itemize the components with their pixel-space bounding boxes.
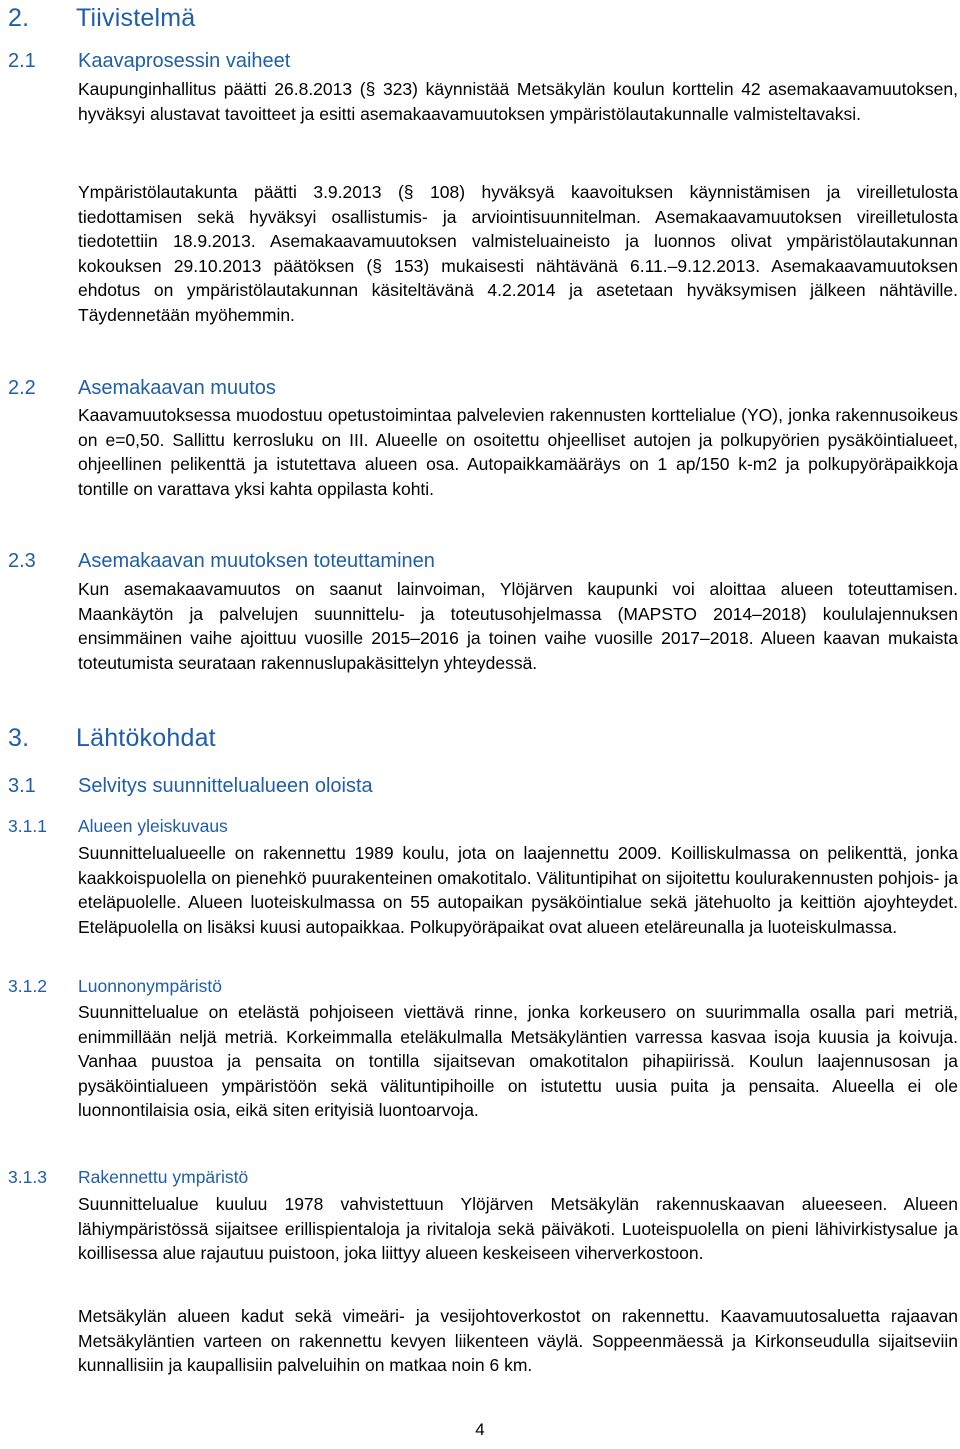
paragraph-3-1-3-a: Suunnittelualue kuuluu 1978 vahvistettuun Ylöjärven Metsäkylän rakennuskaavan alueeseen. Alueen lähiympäristössä sijaitsee erillispientaloja ja rivitaloja sekä päiväkoti. Luoteispuolella on pieni lähivirkistysalue ja koillisessa alue rajautuu puistoon, joka liittyy alueen keskeiseen viherverkostoon. bbox=[78, 1194, 958, 1263]
heading-title: Kaavaprosessin vaiheet bbox=[78, 50, 291, 72]
heading-section-3 bbox=[8, 724, 216, 753]
heading-number: 3. bbox=[8, 724, 30, 752]
heading-number: 3.1.3 bbox=[8, 1167, 47, 1187]
heading-title: Lähtökohdat bbox=[76, 724, 216, 752]
heading-number: 2.3 bbox=[8, 550, 36, 572]
heading-number: 2.2 bbox=[8, 377, 36, 399]
heading-section-3-1-3 bbox=[8, 1167, 248, 1188]
heading-title: Rakennettu ympäristö bbox=[78, 1167, 249, 1187]
paragraph-2-2: Kaavamuutoksessa muodostuu opetustoimintaa palvelevien rakennusten korttelialue (YO), jonka rakennusoikeus on e=0,50. Sallittu kerrosluku on III. Alueelle on osoitettu ohjeelliset autojen ja polkupyörien pysäköintialueet, ohjeellinen pelikenttä ja istutettava alueen osa. Autopaikkamääräys on 1 ap/150 k-m2 ja polkupyöräpaikkoja tontille on varattava yksi kahta oppilasta kohti. bbox=[78, 405, 958, 499]
heading-section-2-1 bbox=[8, 50, 290, 73]
heading-number: 2. bbox=[8, 4, 30, 32]
heading-section-3-1 bbox=[8, 775, 373, 798]
paragraph-3-1-2: Suunnittelualue on etelästä pohjoiseen viettävä rinne, jonka korkeusero on suurimmalla osalla pari metriä, enimmillään neljä metriä. Korkeimmalla eteläkulmalla Metsäkyläntien varressa kasvaa isoja kuusia ja koivuja. Vanhaa puustoa ja pensaita on tontilla sijaitsevan omakotitalon pihapiirissä. Koulun laajennusosan ja pysäköintialueen ympäristöön sekä välituntipihoille on istutettu uusia puita ja pensaita. Alueella ei ole luonnontilaisia osia, eikä siten erityisiä luontoarvoja. bbox=[78, 1002, 958, 1120]
heading-number: 3.1 bbox=[8, 775, 36, 797]
heading-section-2-2 bbox=[8, 377, 276, 400]
heading-title: Selvitys suunnittelualueen oloista bbox=[78, 775, 373, 797]
heading-section-3-1-2 bbox=[8, 976, 222, 997]
heading-title: Alueen yleiskuvaus bbox=[78, 816, 228, 836]
heading-section-2-3 bbox=[8, 550, 435, 573]
paragraph-3-1-3-b: Metsäkylän alueen kadut sekä vimeäri- ja vesijohtoverkostot on rakennettu. Kaavamuutosaluetta rajaavan Metsäkyläntien varteen on rakennettu kevyen liikenteen väylä. Soppeenmäessä ja Kirkonseudulla sijaitseviin kunnallisiin ja kaupallisiin palveluihin on matkaa noin 6 km. bbox=[78, 1306, 958, 1375]
heading-title: Tiivistelmä bbox=[76, 4, 196, 32]
heading-title: Luonnonympäristö bbox=[78, 976, 222, 996]
paragraph-2-1-a: Kaupunginhallitus päätti 26.8.2013 (§ 323) käynnistää Metsäkylän koulun korttelin 42 asemakaavamuutoksen, hyväksyi alustavat tavoitteet ja esitti asemakaavamuutoksen ympäristölautakunnalle valmisteltavaksi. bbox=[78, 79, 958, 124]
heading-title: Asemakaavan muutoksen toteuttaminen bbox=[78, 550, 435, 572]
heading-number: 3.1.2 bbox=[8, 976, 47, 996]
heading-number: 2.1 bbox=[8, 50, 36, 72]
heading-section-3-1-1 bbox=[8, 816, 228, 837]
heading-title: Asemakaavan muutos bbox=[78, 377, 276, 399]
paragraph-2-1-b: Ympäristölautakunta päätti 3.9.2013 (§ 108) hyväksyä kaavoituksen käynnistämisen ja vireilletulosta tiedottamisen sekä hyväksyi osallistumis- ja arviointisuunnitelman. Asemakaavamuutoksen vireilletulosta tiedotettiin 18.9.2013. Asemakaavamuutoksen valmisteluaineisto ja luonnos olivat ympäristölautakunnan kokouksen 29.10.2013 päätöksen (§ 153) mukaisesti nähtävänä 6.11.–9.12.2013. Asemakaavamuutoksen ehdotus on ympäristölautakunnan käsiteltävänä 4.2.2014 ja asetetaan hyväksymisen jälkeen nähtäville. Täydennetään myöhemmin. bbox=[78, 182, 958, 325]
paragraph-2-3: Kun asemakaavamuutos on saanut lainvoiman, Ylöjärven kaupunki voi aloittaa alueen toteuttamisen. Maankäytön ja palvelujen suunnittelu- ja toteutusohjelmassa (MAPSTO 2014–2018) koululajennuksen ensimmäinen vaihe ajoittuu vuosille 2015–2016 ja toinen vaihe vuosille 2017–2018. Alueen kaavan mukaista toteutumista seurataan rakennuslupakäsittelyn yhteydessä. bbox=[78, 579, 958, 673]
paragraph-3-1-1: Suunnittelualueelle on rakennettu 1989 koulu, jota on laajennettu 2009. Koilliskulmassa on pelikenttä, jonka kaakkoispuolella on pienehkö puurakenteinen omakotitalo. Välituntipihat on sijoitettu koulurakennusten pohjois- ja eteläpuolelle. Alueen luoteiskulmassa on 55 autopaikan pysäköintialue sekä jätehuolto ja keittiön ajoyhteydet. Eteläpuolella on lisäksi kuusi autopaikkaa. Polkupyöräpaikat ovat alueen eteläreunalla ja luoteiskulmassa. bbox=[78, 843, 958, 937]
heading-number: 3.1.1 bbox=[8, 816, 47, 836]
page-number: 4 bbox=[475, 1420, 485, 1439]
heading-section-2 bbox=[8, 4, 195, 33]
